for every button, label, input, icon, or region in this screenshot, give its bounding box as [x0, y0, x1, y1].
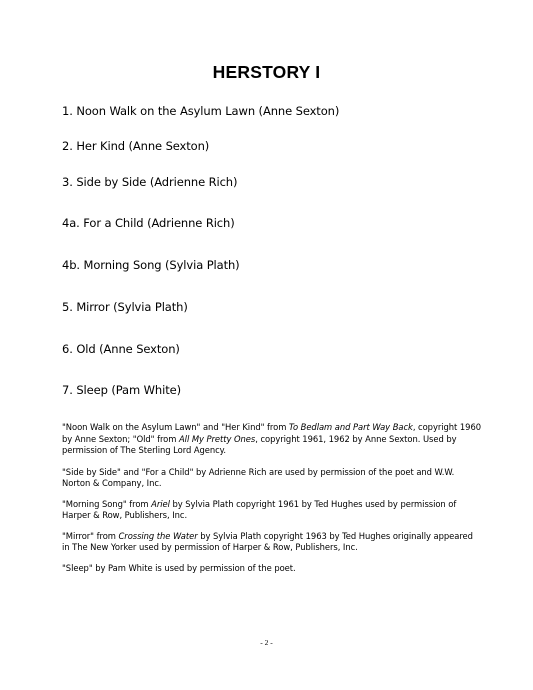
list-item: 1. Noon Walk on the Asylum Lawn (Anne Sexton) — [62, 104, 340, 118]
credit-text: , copyright 1960 by Anne Sexton; "Old" from — [62, 422, 482, 444]
credit-morning-song — [62, 499, 482, 522]
credit-text: by Sylvia Plath copyright 1961 by Ted Hughes used by permission of Harper & Row, Publishers, Inc. — [62, 498, 457, 520]
list-item: 2. Her Kind (Anne Sexton) — [62, 139, 210, 153]
page-number: - 2 - — [260, 638, 273, 647]
credit-sexton — [62, 422, 482, 457]
list-item: 7. Sleep (Pam White) — [62, 383, 181, 397]
book-title: Crossing the Water — [118, 530, 198, 541]
book-title: Ariel — [151, 498, 170, 509]
permissions-credits — [62, 422, 482, 584]
list-item: 5. Mirror (Sylvia Plath) — [62, 300, 188, 314]
credit-mirror — [62, 531, 482, 554]
credit-text: "Morning Song" from — [62, 498, 152, 509]
credit-text: , copyright 1961, 1962 by Anne Sexton. Used by permission of The Sterling Lord Agency. — [62, 433, 457, 455]
list-item: 6. Old (Anne Sexton) — [62, 342, 180, 356]
credit-rich: "Side by Side" and "For a Child" by Adrienne Rich are used by permission of the poet and W.W. Norton & Company, Inc. — [62, 466, 455, 488]
book-title: All My Pretty Ones — [178, 433, 256, 444]
credit-text: by Sylvia Plath copyright 1963 by Ted Hughes originally appeared in The New Yorker used by permission of Harper & Row, Publishers, Inc. — [62, 530, 473, 552]
list-item: 4b. Morning Song (Sylvia Plath) — [62, 258, 240, 272]
credit-sleep: "Sleep" by Pam White is used by permission of the poet. — [62, 562, 296, 573]
credit-text: "Mirror" from — [62, 530, 119, 541]
list-item: 3. Side by Side (Adrienne Rich) — [62, 175, 238, 189]
page-title: HERSTORY I — [212, 62, 321, 82]
book-title: To Bedlam and Part Way Back — [288, 422, 413, 432]
list-item: 4a. For a Child (Adrienne Rich) — [62, 216, 235, 230]
credit-text: "Noon Walk on the Asylum Lawn" and "Her Kind" from — [62, 422, 289, 432]
